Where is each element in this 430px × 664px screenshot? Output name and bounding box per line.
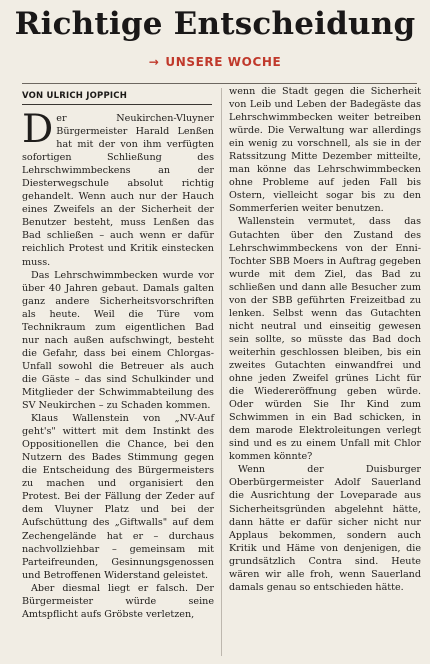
left-column bbox=[22, 107, 214, 621]
top-rule bbox=[22, 83, 417, 84]
article-headline: Richtige Entscheidung bbox=[14, 6, 416, 42]
paragraph: Wallenstein vermutet, dass das Gutachten über den Zustand des Lehrschwimmbeckens von der Enni-Tochter SBB Moers in Auftrag gegeben wurde mit dem Ziel, das Bad zu schließen und dann alle Besucher zum von der SBB geführten Freizeitbad zu lenken. Selbst wenn das Gutachten nicht neutral und einseitig gewesen sein sollte, so müsste das Bad doch weiterhin geschlossen bleiben, bis ein zweites Gutachten einwandfrei und ohne jeden Zweifel grünes Licht für die Wiedereröffnung geben würde. Oder würden Sie Ihr Kind zum Schwimmen in ein Bad schicken, in dem marode Elektroleitungen verlegt sind und es zu einem Unfall mit Chlor kommen könnte? bbox=[229, 216, 421, 463]
paragraph: Das Lehrschwimmbecken wurde vor über 40 Jahren gebaut. Damals galten ganz andere Sicherheitsvorschriften als heute. Weil die Türe vom Technikraum zum eigentlichen Bad nur nach außen aufschwingt, besteht die Gefahr, dass bei einem Chlorgas-Unfall sowohl die Betreuer als auch die Gäste – das sind Schulkinder und Mitglieder der Schwimmabteilung des SV Neukirchen – zu Schaden kommen. bbox=[22, 269, 214, 412]
section-kicker bbox=[0, 55, 430, 69]
paragraph: Der Neukirchen-Vluyner Bürgermeister Harald Lenßen hat mit der von ihm verfügten sofortigen Schließung des Lehrschwimmbeckens an der Diesterwegschule absolut richtig gehandelt. Wenn auch nur der Hauch eines Zweifels an der Sicherheit der Benutzer besteht, muss Lenßen das Bad schließen – auch wenn er dafür reichlich Protest und Kritik einstecken muss. bbox=[22, 107, 214, 268]
column-divider bbox=[221, 88, 222, 656]
paragraph: Klaus Wallenstein von „NV-Auf geht's" wittert mit dem Instinkt des Oppositionellen die Chance, bei den Nutzern des Bades Stimmung gegen die Entscheidung des Bürgermeisters zu machen und organisiert den Protest. Bei der Fällung der Zeder auf dem Vluyner Platz und bei der Aufschüttung des „Giftwalls" auf dem Zechengelände hat er – durchaus nachvollziehbar – gemeinsam mit Parteifreunden, Gesinnungsgenossen und Betroffenen Widerstand geleistet. bbox=[22, 413, 214, 581]
section-kicker-label: UNSERE WOCHE bbox=[165, 55, 282, 69]
right-column bbox=[229, 85, 421, 594]
arrow-right-icon: → bbox=[148, 55, 160, 69]
paragraph: Wenn der Duisburger Oberbürgermeister Adolf Sauerland die Ausrichtung der Loveparade aus Sicherheitsgründen abgelehnt hätte, dann hätte er dafür sicher nicht nur Applaus bekommen, sondern auch Kritik und Häme von denjenigen, die grundsätzlich Contra sind. Heute wären wir alle froh, wenn Sauerland damals genau so entschieden hätte. bbox=[229, 464, 421, 593]
paragraph: wenn die Stadt gegen die Sicherheit von Leib und Leben der Badegäste das Lehrschwimmbecken weiter betreiben würde. Die Verwaltung war allerdings ein wenig zu vorschnell, als sie in der Ratssitzung Mitte Dezember mitteilte, man könne das Lehrschwimmbecken ohne Probleme auf jeden Fall bis Ostern, vielleicht sogar bis zu den Sommerferien weiter benutzen. bbox=[229, 86, 421, 215]
paragraph: Aber diesmal liegt er falsch. Der Bürgermeister würde seine Amtspflicht aufs Gröbste verletzen, bbox=[22, 582, 214, 620]
byline: VON ULRICH JOPPICH bbox=[22, 91, 212, 105]
